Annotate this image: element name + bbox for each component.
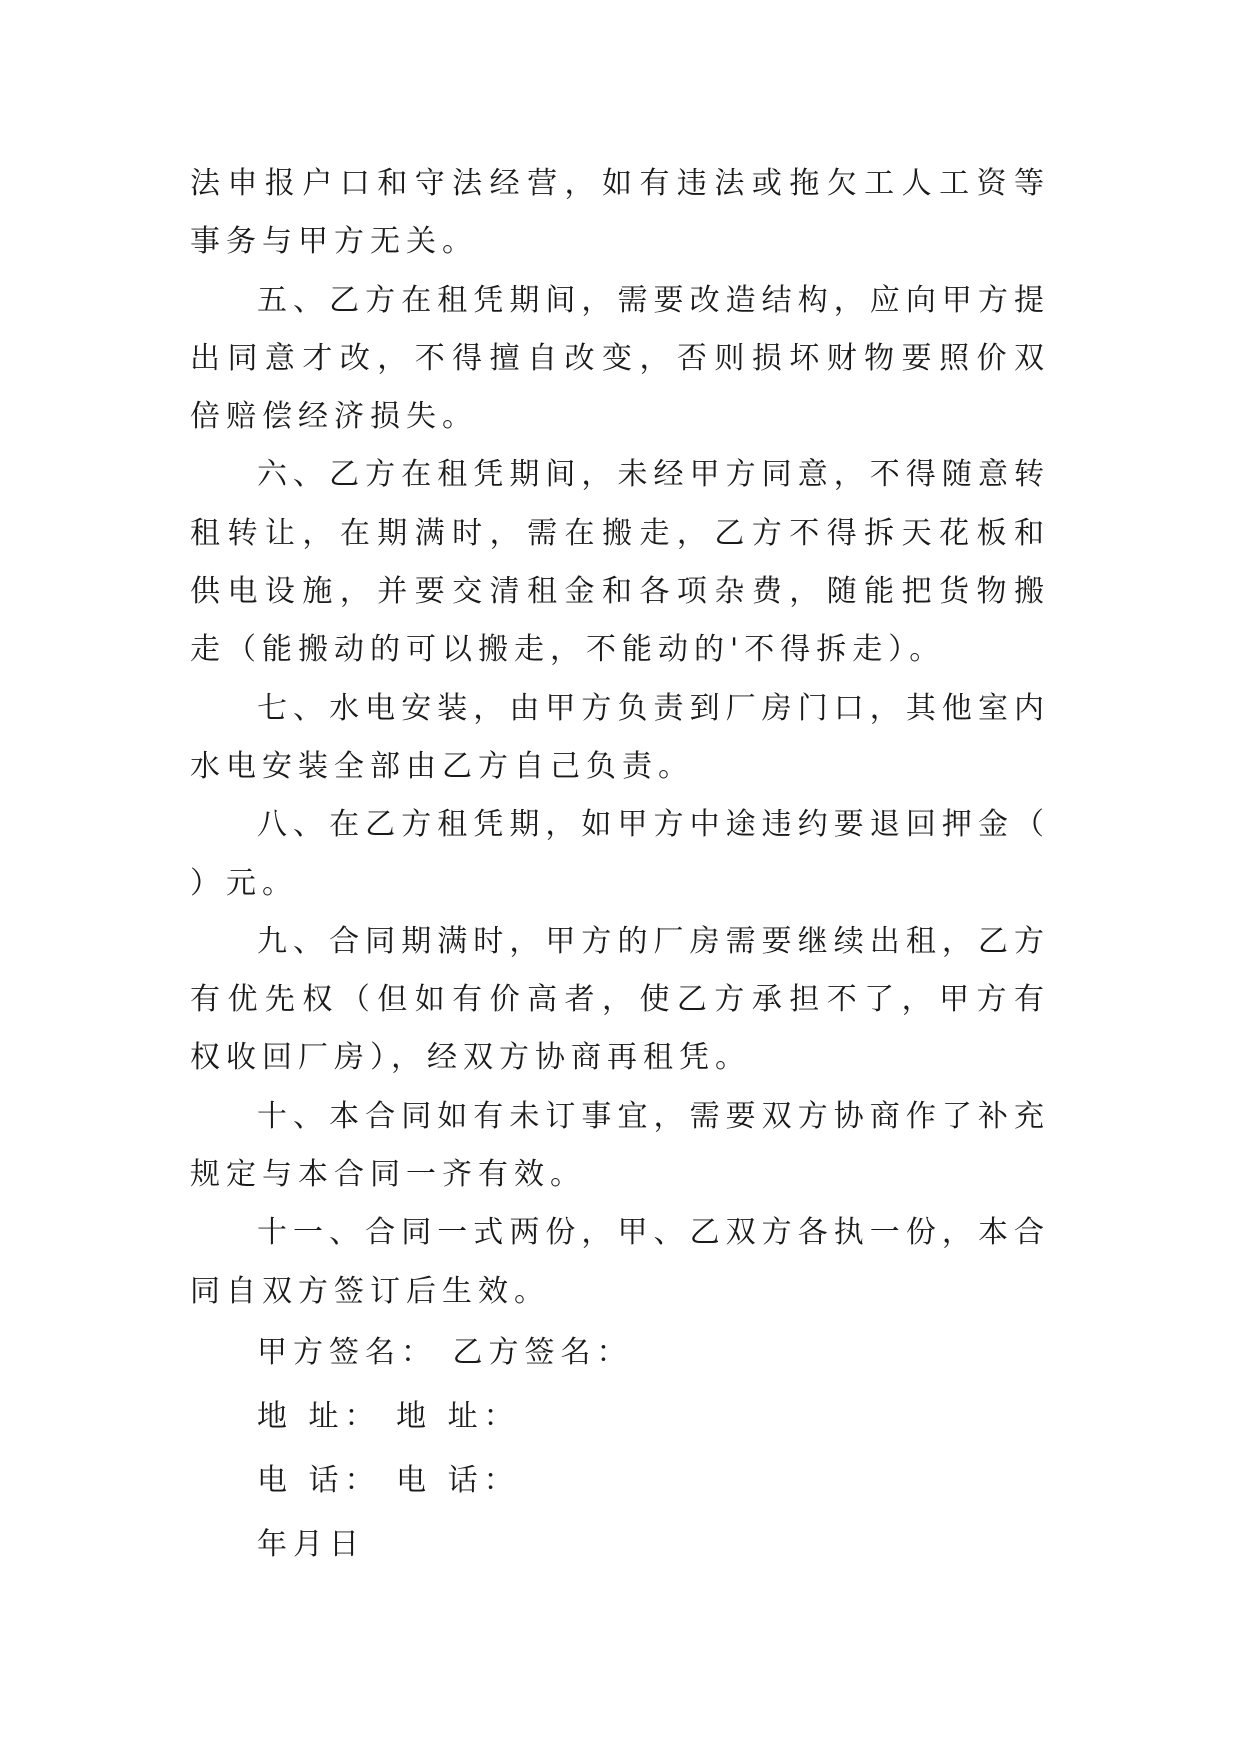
paragraph-clause-6: 六、乙方在租凭期间，未经甲方同意，不得随意转租转让，在期满时，需在搬走，乙方不得拆天花板和供电设施，并要交清租金和各项杂费，随能把货物搬走（能搬动的可以搬走，不能动的'不得拆走）。 <box>190 457 1050 668</box>
signature-address-line: 地 址： 地 址： <box>257 1398 520 1434</box>
signature-block <box>190 1321 1050 1577</box>
signature-signers-line: 甲方签名： 乙方签名： <box>257 1334 633 1370</box>
paragraph-continuation: 法申报户口和守法经营，如有违法或拖欠工人工资等事务与甲方无关。 <box>190 166 1050 260</box>
signature-date-line: 年月日 <box>257 1526 365 1562</box>
paragraph-clause-9: 九、合同期满时，甲方的厂房需要继续出租，乙方有优先权（但如有价高者，使乙方承担不了，甲方有权收回厂房），经双方协商再租凭。 <box>190 923 1050 1076</box>
paragraph-clause-10: 十、本合同如有未订事宜，需要双方协商作了补充规定与本合同一齐有效。 <box>190 1098 1050 1193</box>
paragraph-clause-8: 八、在乙方租凭期，如甲方中途违约要退回押金（ ）元。 <box>190 807 1050 901</box>
document-body <box>190 155 1050 1577</box>
paragraph-clause-7: 七、水电安装，由甲方负责到厂房门口，其他室内水电安装全部由乙方自己负责。 <box>190 690 1050 784</box>
paragraph-clause-5: 五、乙方在租凭期间，需要改造结构，应向甲方提出同意才改，不得擅自改变，否则损坏财物要照价双倍赔偿经济损失。 <box>190 282 1050 435</box>
signature-phone-line: 电 话： 电 话： <box>257 1462 520 1498</box>
paragraph-clause-11: 十一、合同一式两份，甲、乙双方各执一份，本合同自双方签订后生效。 <box>190 1215 1050 1309</box>
